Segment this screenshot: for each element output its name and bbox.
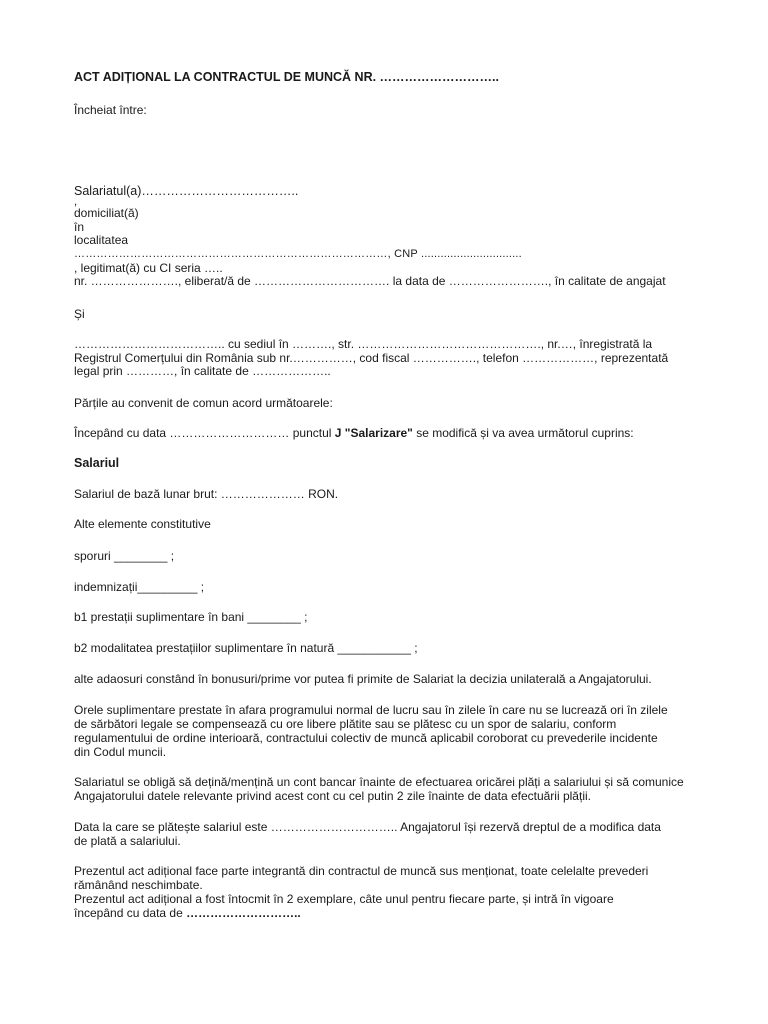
employee-in: în [74,220,85,234]
employer-line-1: ……………………………….. cu sediul în ………., str. ………………………………………., nr.…, înregistrată la [74,337,653,351]
starting-clause-bold: J "Salarizare" [334,426,413,440]
closing-line-2: rămânând neschimbate. [74,878,203,892]
overtime-line-2: de sărbători legale se compensează cu ore libere plătite sau se plătesc cu un spor de salariu, conform [74,717,617,731]
closing-line-3: Prezentul act adițional a fost întocmit în 2 exemplare, câte unul pentru fiecare parte, și intră în vigoare [74,892,614,906]
starting-clause [74,426,634,440]
employee-comma: , [74,196,78,208]
overtime-line-1: Orele suplimentare prestate în afara programului normal de lucru sau în zilele în care nu se lucrează ori în zilele [74,703,668,717]
employee-locality: localitatea [74,233,129,247]
employee-id-line: , legitimat(ă) cu CI seria ….. [74,261,223,275]
agreement-text: Părțile au convenit de comun acord următoarele: [74,396,333,410]
and-text: Și [74,307,85,321]
b1-line: b1 prestații suplimentare în bani ________ ; [74,610,308,624]
bank-account-line-2: Angajatorului datele relevante privind acest cont cu cel putin 2 zile înainte de data efectuării plății. [74,789,591,803]
closing-line-1: Prezentul act adițional face parte integrantă din contractul de muncă sus menționat, toate celelalte prevederi [74,864,649,878]
starting-clause-pre: Începând cu data ………………………… punctul [74,426,335,440]
overtime-line-4: din Codul muncii. [74,745,167,759]
employee-domiciled: domiciliat(ă) [74,206,139,220]
employee-nr-line: nr. …………………., eliberat/ă de ……………………………. la data de ……………………., în calitate de angajat [74,274,666,288]
other-elements: Alte elemente constitutive [74,517,211,531]
base-salary: Salariul de bază lunar brut: ………………… RON. [74,487,339,501]
b2-line: b2 modalitatea prestațiilor suplimentare în natură ___________ ; [74,641,418,655]
bonuses-line: sporuri ________ ; [74,549,175,563]
payment-date-line-1: Data la care se plătește salariul este ………………………….. Angajatorul își rezervă dreptul de a modifica data [74,820,661,834]
effective-date-pre: începând cu data de [74,906,187,920]
effective-date-blank: ……………………….. [186,906,301,920]
allowances-line: indemnizații_________ ; [74,580,205,594]
intro-text: Încheiat între: [74,103,147,117]
other-additions: alte adaosuri constând în bonusuri/prime vor putea fi primite de Salariat la decizia unilaterală a Angajatorului. [74,672,652,686]
effective-date-line [74,906,301,920]
payment-date-line-2: de plată a salariului. [74,834,181,848]
starting-clause-post: se modifică și va avea următorul cuprins: [412,426,634,440]
overtime-line-3: regulamentului de ordine interioară, contractului colectiv de muncă aplicabil coroborat cu prevederile incidente [74,731,658,745]
employer-line-2: Registrul Comerțului din România sub nr.……………, cod fiscal ……………., telefon ………………, reprezentată [74,351,669,365]
salary-header: Salariul [74,456,120,470]
employee-address-line: …………………………………………………………………………, CNP ............................... [74,248,522,260]
bank-account-line-1: Salariatul se obligă să dețină/mențină un cont bancar înainte de efectuarea oricărei plăți a salariului și să comunice [74,775,684,789]
employee-name-line: Salariatul(a)……………………………….. [74,184,299,198]
employer-line-3: legal prin …………, în calitate de ……………….. [74,364,331,378]
document-title: ACT ADIȚIONAL LA CONTRACTUL DE MUNCĂ NR. ……………………….. [74,70,499,84]
